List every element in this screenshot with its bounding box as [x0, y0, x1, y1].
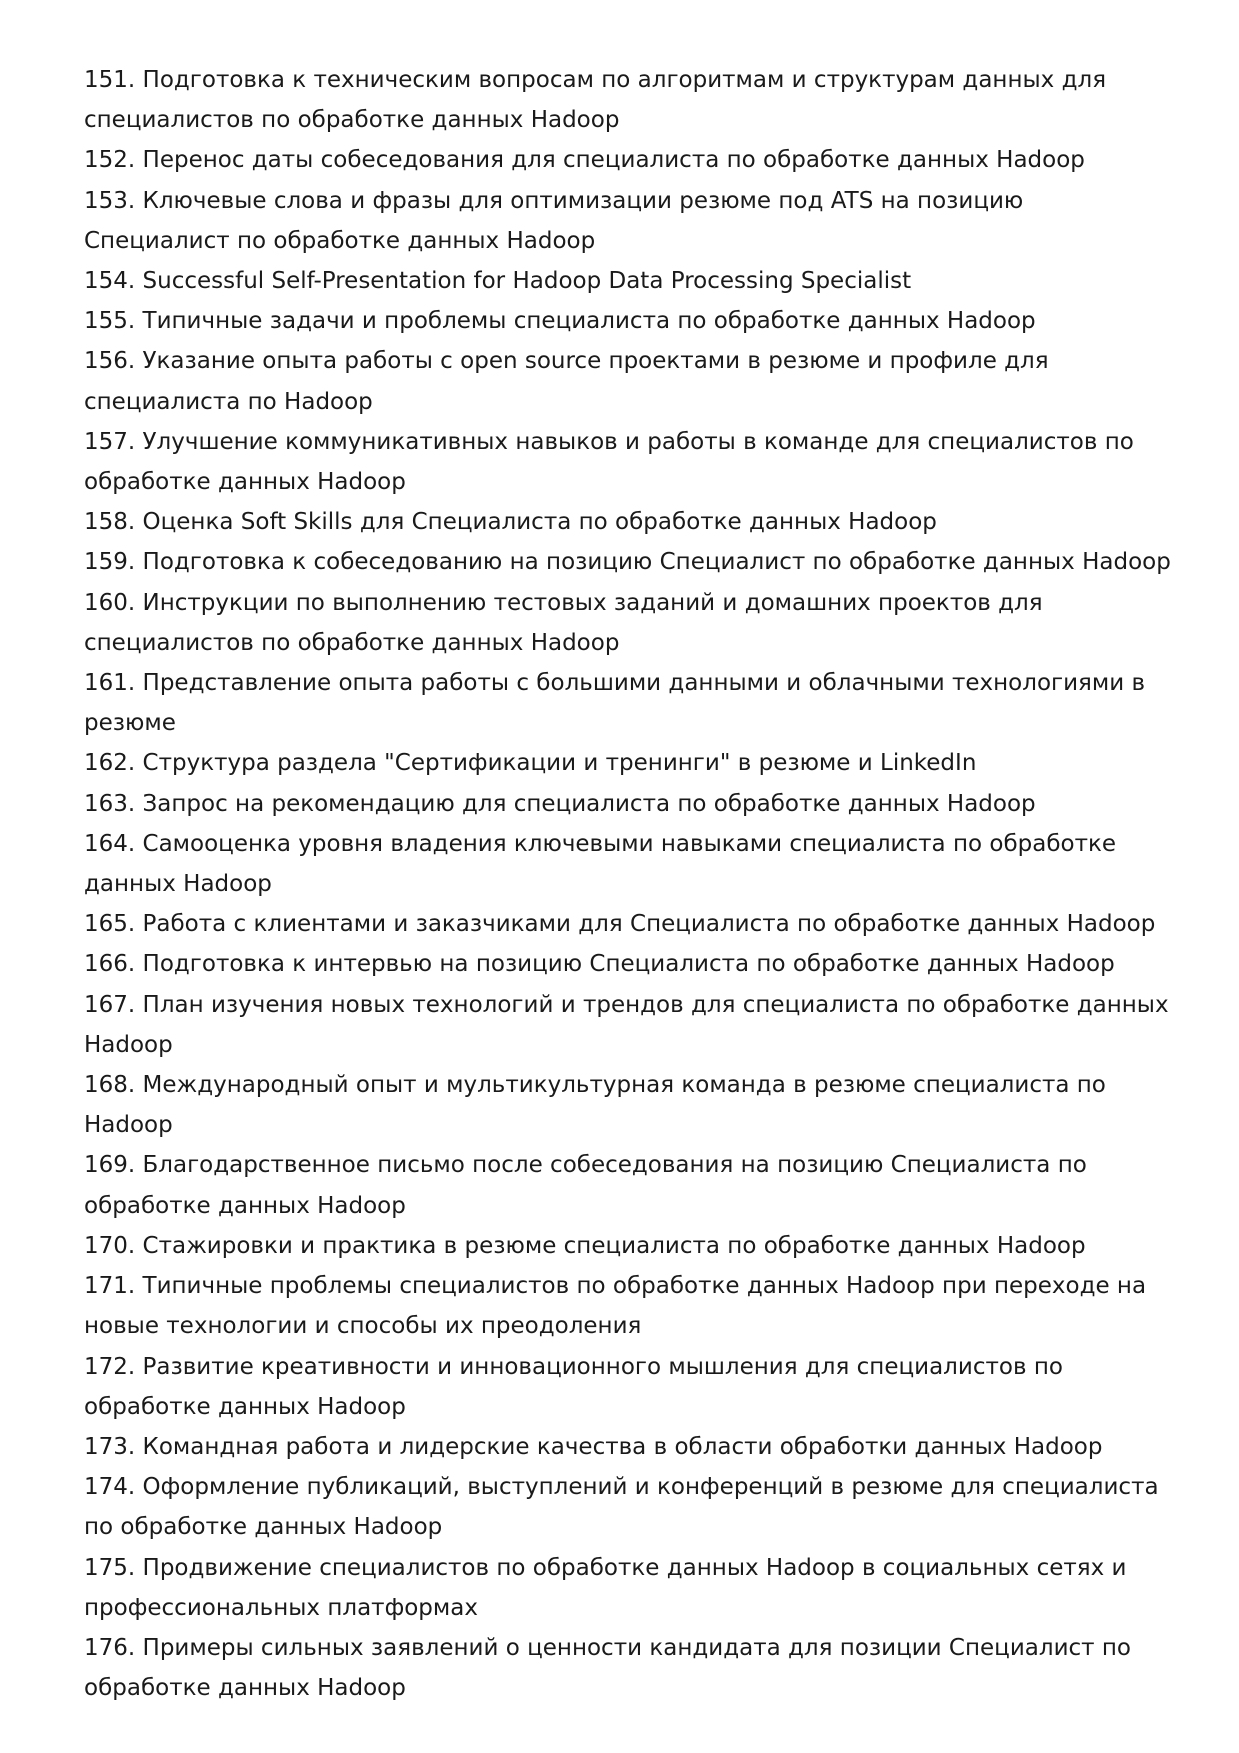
list-item: 159. Подготовка к собеседованию на позицию Специалист по обработке данных Hadoop: [84, 549, 1171, 576]
list-item: 155. Типичные задачи и проблемы специалиста по обработке данных Hadoop: [84, 308, 1036, 335]
list-item: 161. Представление опыта работы с большими данными и облачными технологиями в резюме: [84, 670, 1146, 737]
list-item: 172. Развитие креативности и инновационного мышления для специалистов по обработке данных Hadoop: [84, 1353, 1063, 1420]
list-item: 158. Оценка Soft Skills для Специалиста по обработке данных Hadoop: [84, 509, 937, 536]
list-item: 174. Оформление публикаций, выступлений и конференций в резюме для специалиста по обработке данных Hadoop: [84, 1474, 1159, 1541]
list-item: 170. Стажировки и практика в резюме специалиста по обработке данных Hadoop: [84, 1232, 1086, 1259]
list-item: 154. Successful Self-Presentation for Hadoop Data Processing Specialist: [84, 268, 912, 295]
topic-list: [84, 60, 1174, 1708]
list-item: 173. Командная работа и лидерские качества в области обработки данных Hadoop: [84, 1433, 1103, 1460]
document-page: [84, 60, 1174, 1708]
list-item: 152. Перенос даты собеседования для специалиста по обработке данных Hadoop: [84, 147, 1085, 174]
list-item: 169. Благодарственное письмо после собеседования на позицию Специалиста по обработке данных Hadoop: [84, 1152, 1087, 1219]
list-item: 151. Подготовка к техническим вопросам по алгоритмам и структурам данных для специалистов по обработке данных Hadoop: [84, 67, 1107, 134]
list-item: 157. Улучшение коммуникативных навыков и работы в команде для специалистов по обработке данных Hadoop: [84, 428, 1134, 496]
list-item: 165. Работа с клиентами и заказчиками для Специалиста по обработке данных Hadoop: [84, 911, 1156, 938]
list-item: 175. Продвижение специалистов по обработке данных Hadoop в социальных сетях и профессиональных платформах: [84, 1554, 1127, 1621]
list-item: 164. Самооценка уровня владения ключевыми навыками специалиста по обработке данных Hadoop: [84, 830, 1117, 898]
list-item: 168. Международный опыт и мультикультурная команда в резюме специалиста по Hadoop: [84, 1072, 1106, 1139]
list-item: 162. Структура раздела "Сертификации и тренинги" в резюме и LinkedIn: [84, 750, 977, 777]
list-item: 153. Ключевые слова и фразы для оптимизации резюме под ATS на позицию Специалист по обработке данных Hadoop: [84, 187, 1024, 254]
list-item: 163. Запрос на рекомендацию для специалиста по обработке данных Hadoop: [84, 790, 1036, 817]
list-item: 166. Подготовка к интервью на позицию Специалиста по обработке данных Hadoop: [84, 951, 1115, 978]
list-item: 167. План изучения новых технологий и трендов для специалиста по обработке данных Hadoop: [84, 991, 1169, 1058]
list-item: 176. Примеры сильных заявлений о ценности кандидата для позиции Специалист по обработке данных Hadoop: [84, 1634, 1131, 1702]
list-item: 171. Типичные проблемы специалистов по обработке данных Hadoop при переходе на новые технологии и способы их преодоления: [84, 1273, 1147, 1340]
list-item: 160. Инструкции по выполнению тестовых заданий и домашних проектов для специалистов по обработке данных Hadoop: [84, 589, 1043, 656]
list-item: 156. Указание опыта работы с open source проектами в резюме и профиле для специалиста по Hadoop: [84, 348, 1049, 415]
